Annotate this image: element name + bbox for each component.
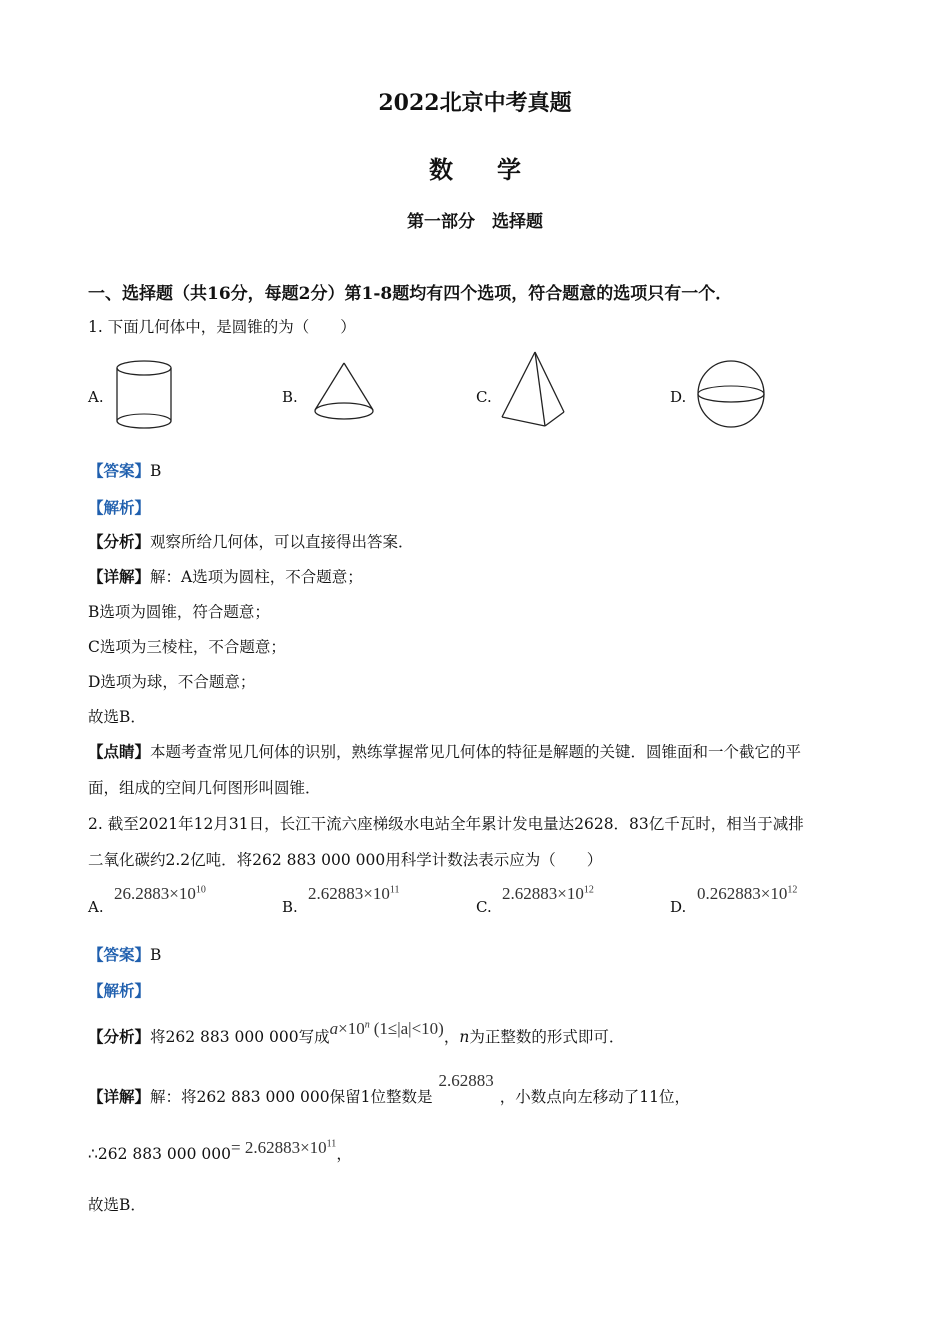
page-title: 2022北京中考真题 bbox=[378, 90, 572, 116]
q1-line: 故选B． bbox=[88, 708, 146, 726]
answer-tag: 【答案】 bbox=[88, 945, 151, 964]
q2-fenxi: 【分析】将262 883 000 000写成$a\times 10^n$ (1≤|a|<10)，n为正整数的形式即可． bbox=[88, 1019, 625, 1046]
xiangjie-tag: 【详解】 bbox=[88, 567, 151, 586]
cone-icon bbox=[312, 362, 378, 424]
section-heading: 一、选择题（共16分，每题2分）第1-8题均有四个选项，符合题意的选项只有一个． bbox=[88, 284, 733, 304]
q2-xiangjie bbox=[88, 1071, 690, 1107]
q2-option-c-label: C. bbox=[476, 898, 492, 916]
answer-value: B bbox=[150, 462, 162, 480]
fenxi-text-post: 为正整数的形式即可． bbox=[469, 1028, 625, 1046]
fenxi-tag: 【分析】 bbox=[88, 532, 151, 551]
q1-line: C选项为三棱柱，不合题意； bbox=[88, 638, 286, 656]
q2-analysis bbox=[88, 979, 150, 1001]
q1-option-c-label: C. bbox=[476, 388, 492, 406]
sphere-icon bbox=[697, 360, 767, 430]
therefore-post: ， bbox=[336, 1145, 352, 1163]
fenxi-text: 观察所给几何体，可以直接得出答案． bbox=[150, 533, 414, 551]
q2-stem: 2. 截至2021年12月31日，长江干流六座梯级水电站全年累计发电量达2628．83亿千瓦时，相当于减排 bbox=[88, 815, 804, 833]
dianjing-text: 本题考查常见几何体的识别，熟练掌握常见几何体的特征是解题的关键．圆锥面和一个截它的平 bbox=[150, 743, 802, 761]
fenxi-n: n bbox=[459, 1028, 470, 1046]
q2-option-b-value: $2.62883\times 10^{11}$ bbox=[308, 884, 400, 903]
subject-title: 数学 bbox=[429, 155, 565, 184]
q2-final: 故选B． bbox=[88, 1196, 146, 1214]
q1-dianjing bbox=[88, 740, 801, 762]
q1-option-b-label: B. bbox=[282, 388, 298, 406]
xiangjie-text: 解：A选项为圆柱，不合题意； bbox=[150, 568, 363, 586]
xiangjie-tag: 【详解】 bbox=[88, 1087, 151, 1106]
q2-option-a-value: $26.2883\times 10^{10}$ bbox=[114, 884, 206, 903]
dianjing-tag: 【点睛】 bbox=[88, 742, 151, 761]
q2-option-a-label: A. bbox=[88, 898, 104, 916]
q1-xiangjie bbox=[88, 565, 363, 587]
therefore-formula: = $2.62883\times 10^{11}$ bbox=[230, 1138, 337, 1157]
answer-value: B bbox=[150, 946, 162, 964]
q1-line: D选项为球，不合题意； bbox=[88, 673, 256, 691]
fenxi-formula: $a\times 10^n$ (1≤|a|<10) bbox=[329, 1019, 444, 1038]
analysis-tag: 【解析】 bbox=[88, 498, 151, 517]
q1-option-d-label: D. bbox=[670, 388, 687, 406]
xiangjie-value: 2.62883 bbox=[438, 1071, 494, 1090]
q1-line: B选项为圆锥，符合题意； bbox=[88, 603, 270, 621]
q2-answer bbox=[88, 943, 161, 965]
q1-option-a-label: A. bbox=[88, 388, 104, 406]
fenxi-text: 将262 883 000 000写成 bbox=[150, 1028, 330, 1046]
therefore-text: ∴262 883 000 000 bbox=[88, 1145, 231, 1163]
q2-option-b-label: B. bbox=[282, 898, 298, 916]
part-title: 第一部分 选择题 bbox=[407, 212, 543, 232]
q2-option-d-value: $0.262883\times 10^{12}$ bbox=[697, 884, 798, 903]
q2-stem-cont: 二氧化碳约2.2亿吨．将262 883 000 000用科学计数法表示应为（ ） bbox=[88, 851, 603, 869]
q1-answer bbox=[88, 459, 161, 481]
q1-analysis bbox=[88, 496, 150, 518]
q1-dianjing-cont: 面，组成的空间几何图形叫圆锥． bbox=[88, 779, 321, 797]
xiangjie-text: 解：将262 883 000 000保留1位整数是 bbox=[150, 1088, 433, 1106]
q2-option-c-value: $2.62883\times 10^{12}$ bbox=[502, 884, 594, 903]
q2-option-d-label: D. bbox=[670, 898, 687, 916]
pyramid-icon bbox=[500, 350, 570, 430]
xiangjie-text-post: ，小数点向左移动了11位， bbox=[499, 1088, 690, 1106]
fenxi-tag: 【分析】 bbox=[88, 1027, 151, 1046]
answer-tag: 【答案】 bbox=[88, 461, 151, 480]
q1-stem: 1. 下面几何体中，是圆锥的为（ ） bbox=[88, 318, 356, 336]
cylinder-icon bbox=[116, 360, 176, 430]
q2-therefore bbox=[88, 1138, 352, 1164]
q1-fenxi bbox=[88, 530, 414, 552]
analysis-tag: 【解析】 bbox=[88, 981, 151, 1000]
